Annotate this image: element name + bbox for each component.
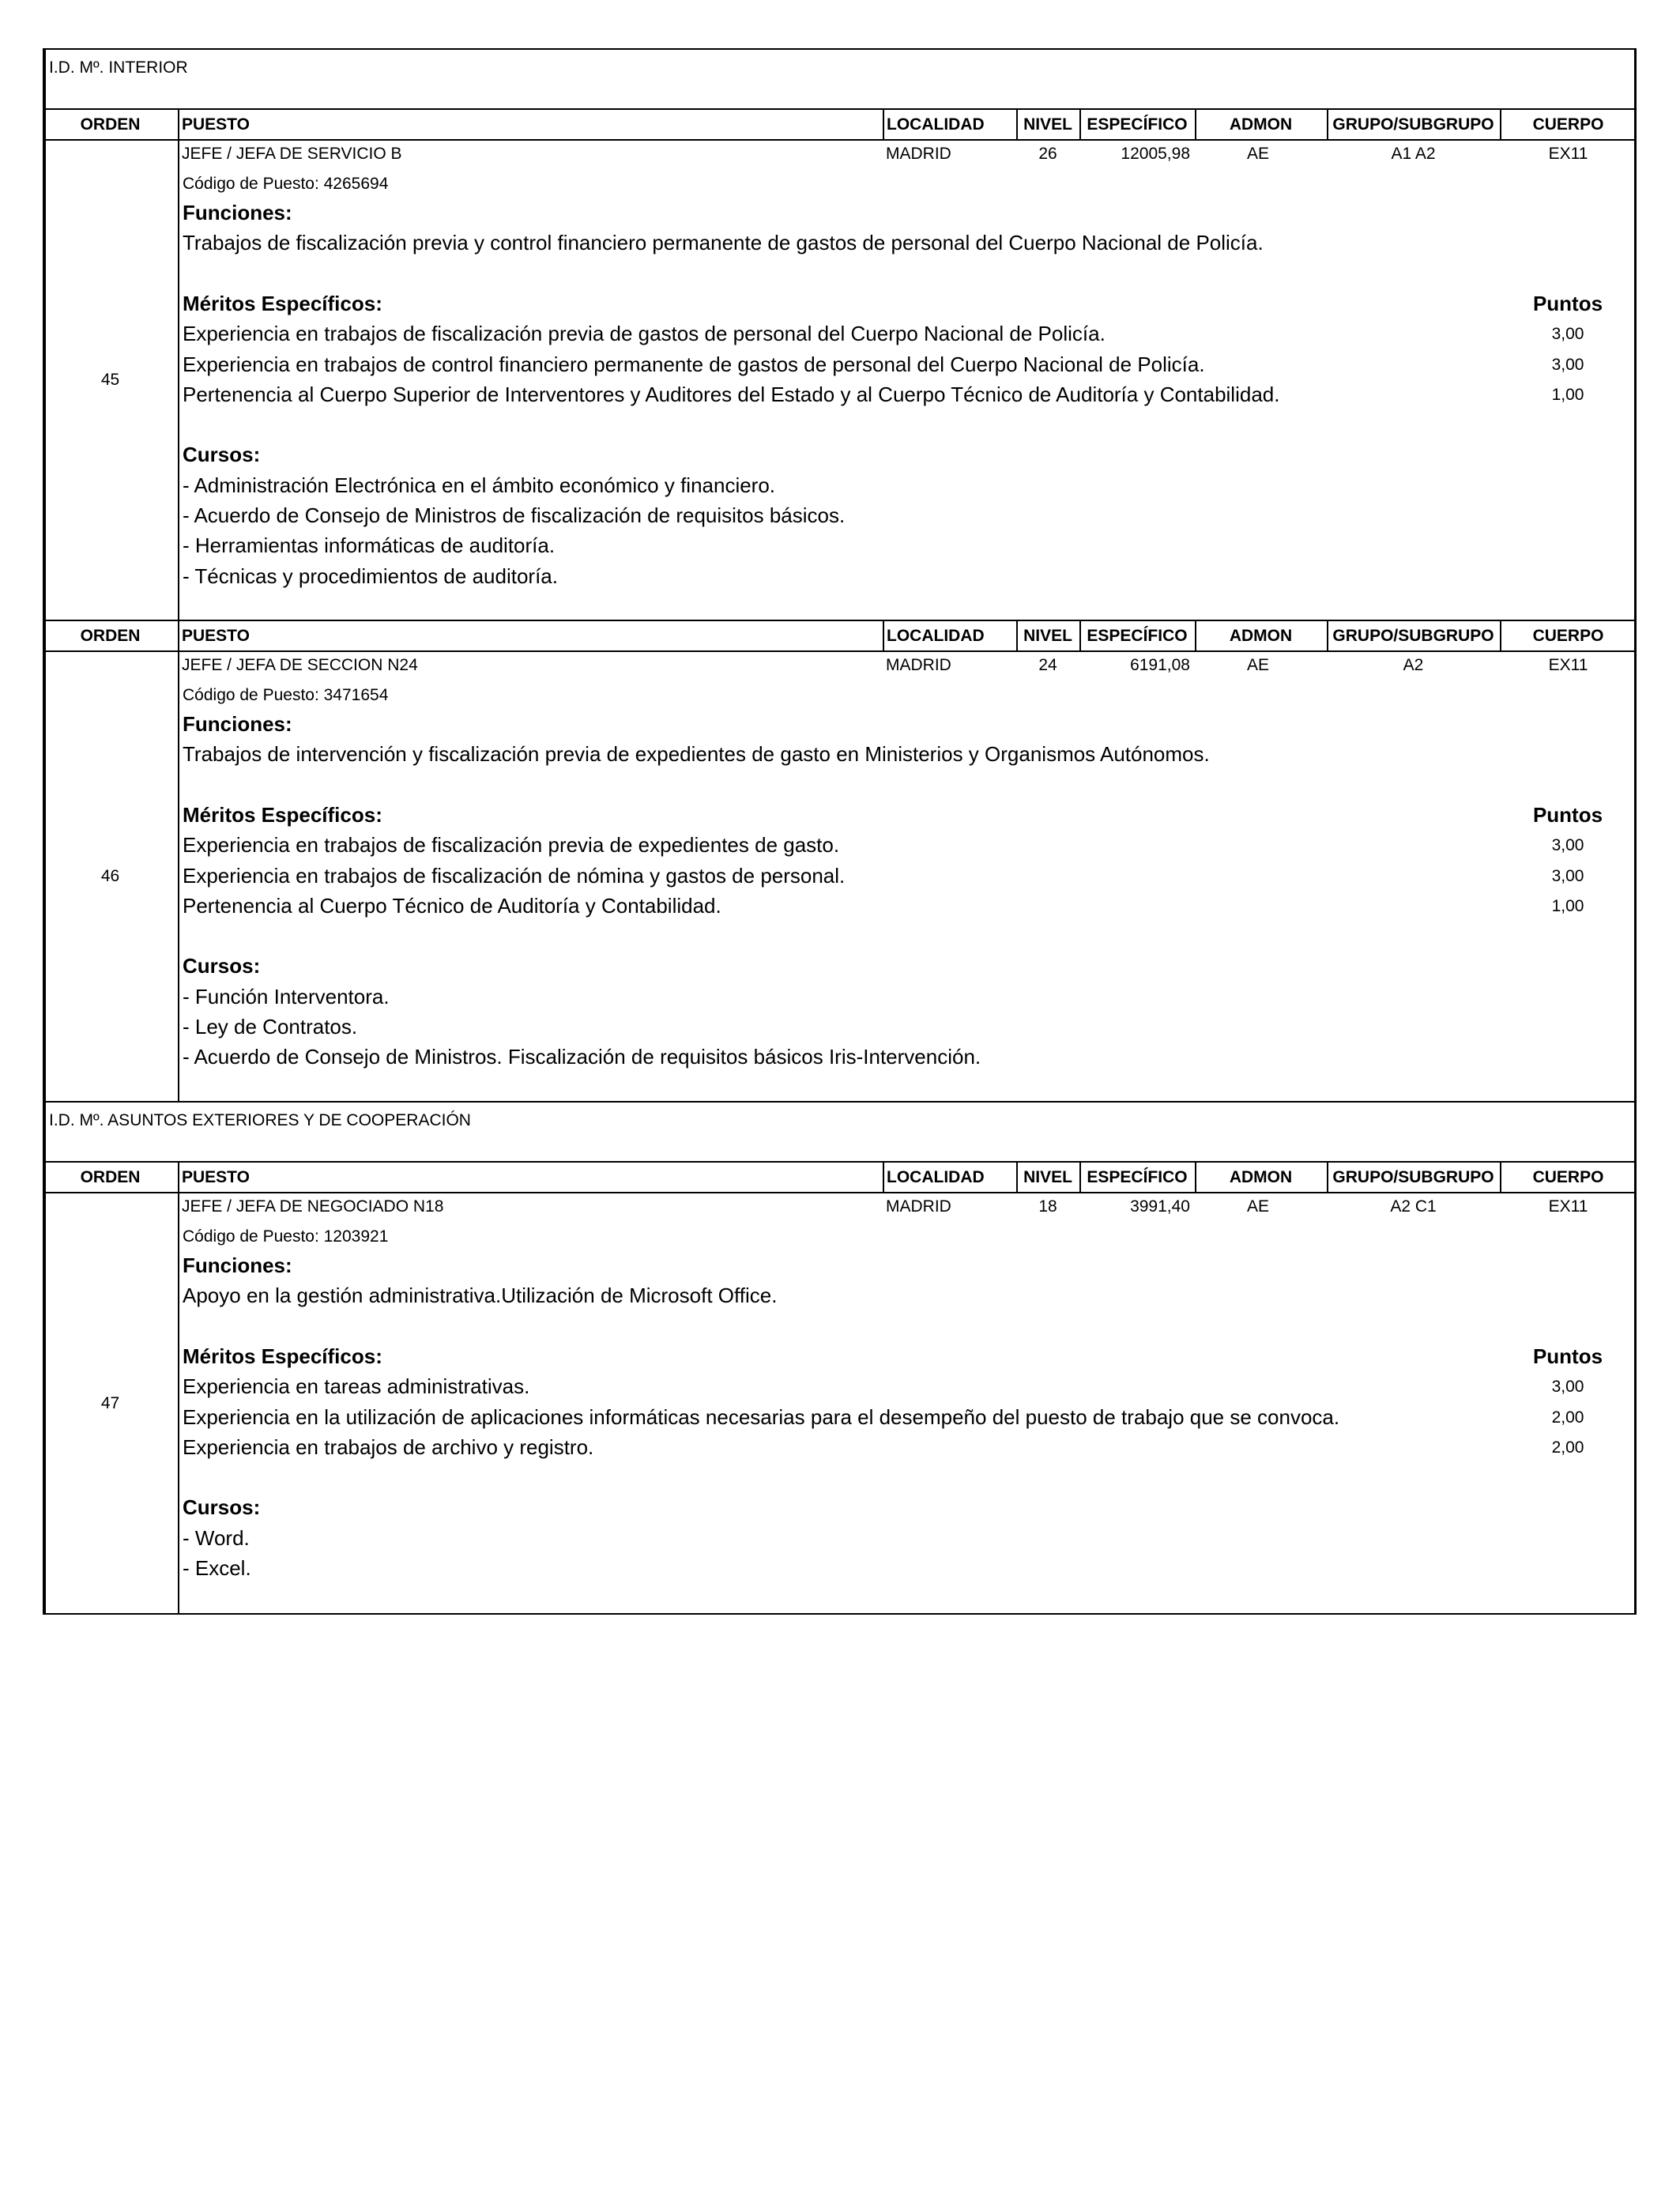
- header-especifico: ESPECÍFICO: [1087, 627, 1188, 645]
- orden-number: 46: [100, 867, 120, 885]
- frame-left-border: [43, 48, 46, 1615]
- frame-right-border: [1634, 48, 1637, 1615]
- curso-item: - Acuerdo de Consejo de Ministros de fiscalización de requisitos básicos.: [183, 503, 846, 527]
- rule-line: [43, 620, 1637, 621]
- cuerpo-value: EX11: [1548, 656, 1588, 674]
- funciones-text: Trabajos de intervención y fiscalización previa de expedientes de gasto en Ministerios y Organismos Autónomos.: [183, 742, 1210, 767]
- curso-item: - Técnicas y procedimientos de auditoría.: [183, 564, 558, 588]
- header-grupo: GRUPO/SUBGRUPO: [1332, 627, 1494, 645]
- puesto-name: JEFE / JEFA DE NEGOCIADO N18: [182, 1197, 444, 1216]
- nivel-value: 18: [1038, 1197, 1057, 1216]
- merito-text: Experiencia en tareas administrativas.: [183, 1374, 530, 1399]
- localidad-value: MADRID: [886, 145, 951, 163]
- merito-text: Pertenencia al Cuerpo Superior de Interventores y Auditores del Estado y al Cuerpo Técnico de Auditoría y Contabilidad.: [183, 382, 1280, 406]
- header-puesto: PUESTO: [182, 627, 250, 645]
- grupo-value: A2: [1403, 656, 1424, 674]
- nivel-value: 24: [1038, 656, 1057, 674]
- column-divider: [883, 620, 884, 650]
- especifico-value: 12005,98: [1121, 145, 1190, 163]
- header-nivel: NIVEL: [1023, 627, 1072, 645]
- meritos-label: Méritos Específicos:: [183, 1344, 382, 1368]
- merito-puntos: 1,00: [1551, 896, 1584, 915]
- rule-line: [43, 1192, 1637, 1193]
- grupo-value: A1 A2: [1391, 145, 1436, 163]
- merito-text: Pertenencia al Cuerpo Técnico de Auditoría y Contabilidad.: [183, 893, 721, 918]
- curso-item: - Función Interventora.: [183, 984, 390, 1008]
- merito-puntos: 2,00: [1551, 1408, 1584, 1427]
- header-admon: ADMON: [1229, 115, 1293, 134]
- column-divider: [883, 1161, 884, 1192]
- header-nivel: NIVEL: [1023, 115, 1072, 134]
- funciones-label: Funciones:: [183, 1253, 292, 1277]
- header-cuerpo: CUERPO: [1532, 627, 1604, 645]
- merito-text: Experiencia en trabajos de fiscalización previa de gastos de personal del Cuerpo Nacional de Policía.: [183, 322, 1106, 346]
- admon-value: AE: [1246, 656, 1269, 674]
- curso-item: - Herramientas informáticas de auditoría.: [183, 533, 556, 558]
- orden-number: 45: [100, 371, 120, 389]
- puntos-label: Puntos: [1532, 802, 1603, 827]
- header-orden: ORDEN: [80, 627, 141, 645]
- curso-item: - Word.: [183, 1525, 250, 1550]
- header-puesto: PUESTO: [182, 115, 250, 134]
- cursos-label: Cursos:: [183, 954, 261, 978]
- puntos-label: Puntos: [1532, 1344, 1603, 1368]
- merito-puntos: 1,00: [1551, 385, 1584, 404]
- puntos-label: Puntos: [1532, 291, 1603, 315]
- funciones-text: Apoyo en la gestión administrativa.Utilización de Microsoft Office.: [183, 1284, 778, 1308]
- cursos-label: Cursos:: [183, 1495, 261, 1520]
- merito-puntos: 2,00: [1551, 1438, 1584, 1457]
- cursos-label: Cursos:: [183, 443, 261, 467]
- nivel-value: 26: [1038, 145, 1057, 163]
- puesto-name: JEFE / JEFA DE SECCION N24: [182, 656, 418, 674]
- merito-puntos: 3,00: [1551, 836, 1584, 855]
- rule-line: [43, 1161, 1637, 1163]
- rule-line: [43, 1613, 1637, 1615]
- admon-value: AE: [1246, 145, 1269, 163]
- section-title: I.D. Mº. INTERIOR: [49, 58, 188, 77]
- merito-text: Experiencia en trabajos de fiscalización de nómina y gastos de personal.: [183, 863, 846, 888]
- especifico-value: 6191,08: [1130, 656, 1190, 674]
- column-divider: [883, 108, 884, 139]
- header-localidad: LOCALIDAD: [887, 115, 985, 134]
- merito-text: Experiencia en trabajos de control financiero permanente de gastos de personal del Cuerpo Nacional de Policía.: [183, 352, 1205, 376]
- header-admon: ADMON: [1229, 627, 1293, 645]
- merito-puntos: 3,00: [1551, 325, 1584, 344]
- header-grupo: GRUPO/SUBGRUPO: [1332, 115, 1494, 134]
- codigo-puesto: Código de Puesto: 3471654: [183, 686, 389, 704]
- localidad-value: MADRID: [886, 1197, 951, 1216]
- funciones-label: Funciones:: [183, 201, 292, 224]
- rule-line: [43, 139, 1637, 141]
- merito-text: Experiencia en trabajos de archivo y registro.: [183, 1434, 594, 1459]
- column-divider: [178, 1192, 179, 1613]
- curso-item: - Ley de Contratos.: [183, 1015, 358, 1039]
- section-title: I.D. Mº. ASUNTOS EXTERIORES Y DE COOPERACIÓN: [49, 1111, 471, 1129]
- grupo-value: A2 C1: [1390, 1197, 1437, 1216]
- codigo-puesto: Código de Puesto: 4265694: [183, 175, 389, 193]
- header-puesto: PUESTO: [182, 1168, 250, 1186]
- header-localidad: LOCALIDAD: [887, 627, 985, 645]
- column-divider: [178, 650, 179, 1101]
- curso-item: - Acuerdo de Consejo de Ministros. Fiscalización de requisitos básicos Iris-Intervención.: [183, 1045, 981, 1069]
- puesto-name: JEFE / JEFA DE SERVICIO B: [182, 145, 402, 163]
- rule-line: [43, 48, 1637, 50]
- curso-item: - Administración Electrónica en el ámbito económico y financiero.: [183, 473, 776, 497]
- column-divider: [178, 1161, 179, 1192]
- header-cuerpo: CUERPO: [1532, 115, 1604, 134]
- merito-puntos: 3,00: [1551, 1378, 1584, 1397]
- merito-puntos: 3,00: [1551, 355, 1584, 374]
- cuerpo-value: EX11: [1548, 145, 1588, 163]
- document-table: [43, 48, 1637, 1613]
- rule-line: [43, 650, 1637, 652]
- column-divider: [178, 139, 179, 620]
- column-divider: [178, 620, 179, 650]
- meritos-label: Méritos Específicos:: [183, 802, 382, 827]
- cuerpo-value: EX11: [1548, 1197, 1588, 1216]
- merito-text: Experiencia en la utilización de aplicaciones informáticas necesarias para el desempeño del puesto de trabajo que se convoca.: [183, 1404, 1340, 1429]
- header-admon: ADMON: [1229, 1168, 1293, 1186]
- rule-line: [43, 108, 1637, 110]
- header-localidad: LOCALIDAD: [887, 1168, 985, 1186]
- funciones-label: Funciones:: [183, 712, 292, 736]
- admon-value: AE: [1246, 1197, 1269, 1216]
- especifico-value: 3991,40: [1130, 1197, 1190, 1216]
- meritos-label: Méritos Específicos:: [183, 291, 382, 315]
- header-orden: ORDEN: [80, 115, 141, 134]
- merito-puntos: 3,00: [1551, 866, 1584, 885]
- merito-text: Experiencia en trabajos de fiscalización previa de expedientes de gasto.: [183, 833, 840, 858]
- column-divider: [178, 108, 179, 139]
- rule-line: [43, 1101, 1637, 1103]
- header-grupo: GRUPO/SUBGRUPO: [1332, 1168, 1494, 1186]
- funciones-text: Trabajos de fiscalización previa y control financiero permanente de gastos de personal del Cuerpo Nacional de Policía.: [183, 231, 1264, 255]
- header-especifico: ESPECÍFICO: [1087, 115, 1188, 134]
- orden-number: 47: [100, 1394, 120, 1412]
- curso-item: - Excel.: [183, 1556, 251, 1580]
- header-especifico: ESPECÍFICO: [1087, 1168, 1188, 1186]
- codigo-puesto: Código de Puesto: 1203921: [183, 1227, 389, 1246]
- localidad-value: MADRID: [886, 656, 951, 674]
- header-cuerpo: CUERPO: [1532, 1168, 1604, 1186]
- header-nivel: NIVEL: [1023, 1168, 1072, 1186]
- header-orden: ORDEN: [80, 1168, 141, 1186]
